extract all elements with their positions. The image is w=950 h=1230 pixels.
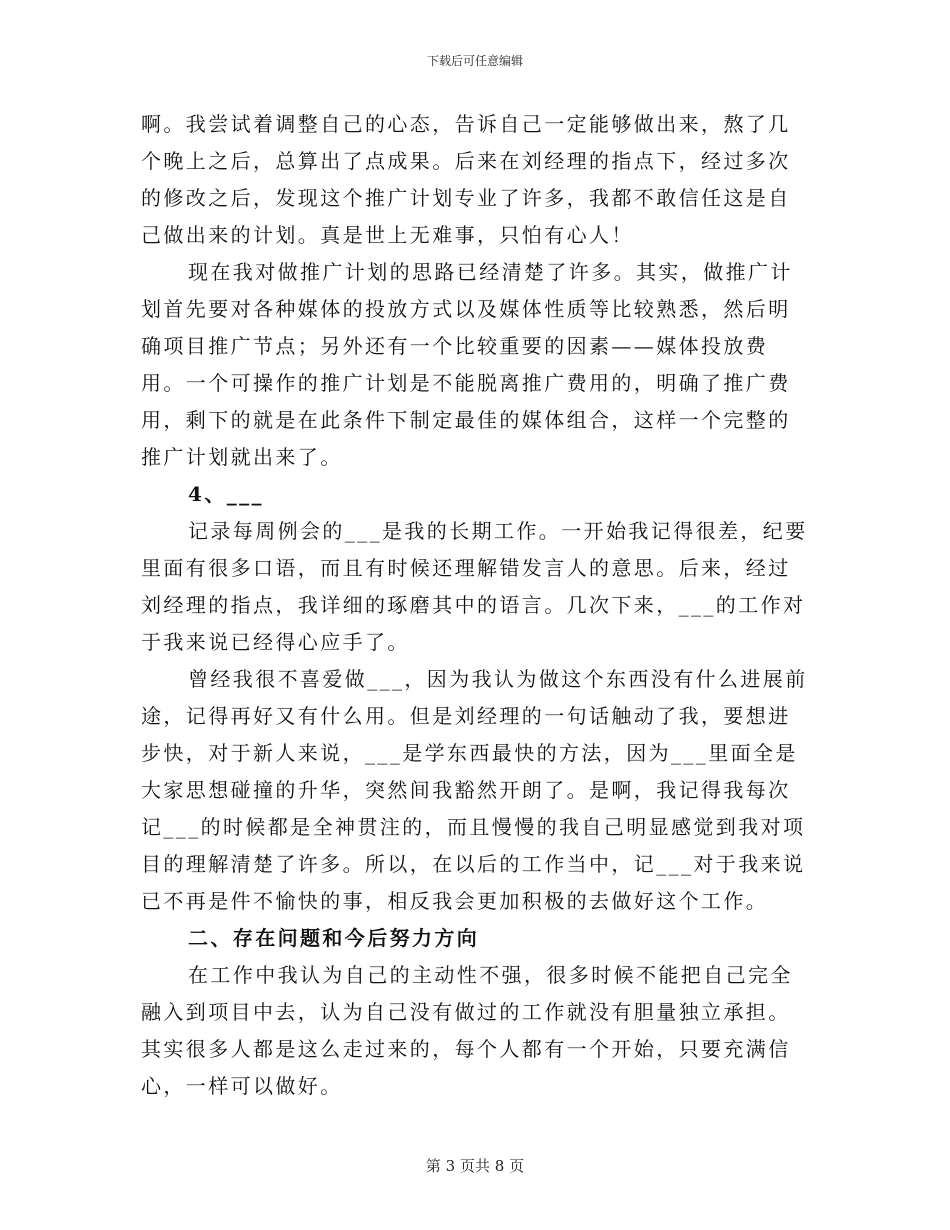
paragraph-problems: 在工作中我认为自己的主动性不强，很多时候不能把自己完全融入到项目中去，认为自己没有做过的工作就没有胆量独立承担。其实很多人都是这么走过来的，每个人都有一个开始，只要充满信心，一样可以做好。 xyxy=(141,963,793,1098)
page-footer: 第 3 页共 8 页 xyxy=(425,1157,525,1175)
document-body xyxy=(141,106,809,1105)
page-header: 下载后可任意编辑 xyxy=(426,54,523,68)
paragraph-promotion-plan: 现在我对做推广计划的思路已经清楚了许多。其实，做推广计划首先要对各种媒体的投放方式以及媒体性质等比较熟悉，然后明确项目推广节点；另外还有一个比较重要的因素——媒体投放费用。一个可操作的推广计划是不能脱离推广费用的，明确了推广费用，剩下的就是在此条件下制定最佳的媒体组合，这样一个完整的推广计划就出来了。 xyxy=(141,260,793,469)
paragraph-minutes-reflection: 曾经我很不喜爱做___，因为我认为做这个东西没有什么进展前途，记得再好又有什么用。但是刘经理的一句话触动了我，要想进步快，对于新人来说，___是学东西最快的方法，因为___里面全是大家思想碰撞的升华，突然间我豁然开朗了。是啊，我记得我每次记___的时候都是全神贯注的，而且慢慢的我自己明显感觉到我对项目的理解清楚了许多。所以，在以后的工作当中，记___对于我来说已不再是件不愉快的事，相反我会更加积极的去做好这个工作。 xyxy=(141,667,808,913)
paragraph-meeting-minutes: 记录每周例会的___是我的长期工作。一开始我记得很差，纪要里面有很多口语，而且有时候还理解错发言人的意思。后来，经过刘经理的指点，我详细的琢磨其中的语言。几次下来，___的工作对于我来说已经得心应手了。 xyxy=(141,519,808,654)
section-4-heading: 4、___ xyxy=(188,482,264,506)
section-problems-heading: 二、存在问题和今后努力方向 xyxy=(188,926,480,950)
paragraph-continuation: 啊。我尝试着调整自己的心态，告诉自己一定能够做出来，熬了几个晚上之后，总算出了点成果。后来在刘经理的指点下，经过多次的修改之后，发现这个推广计划专业了许多，我都不敢信任这是自己做出来的计划。真是世上无难事，只怕有心人！ xyxy=(141,112,791,247)
